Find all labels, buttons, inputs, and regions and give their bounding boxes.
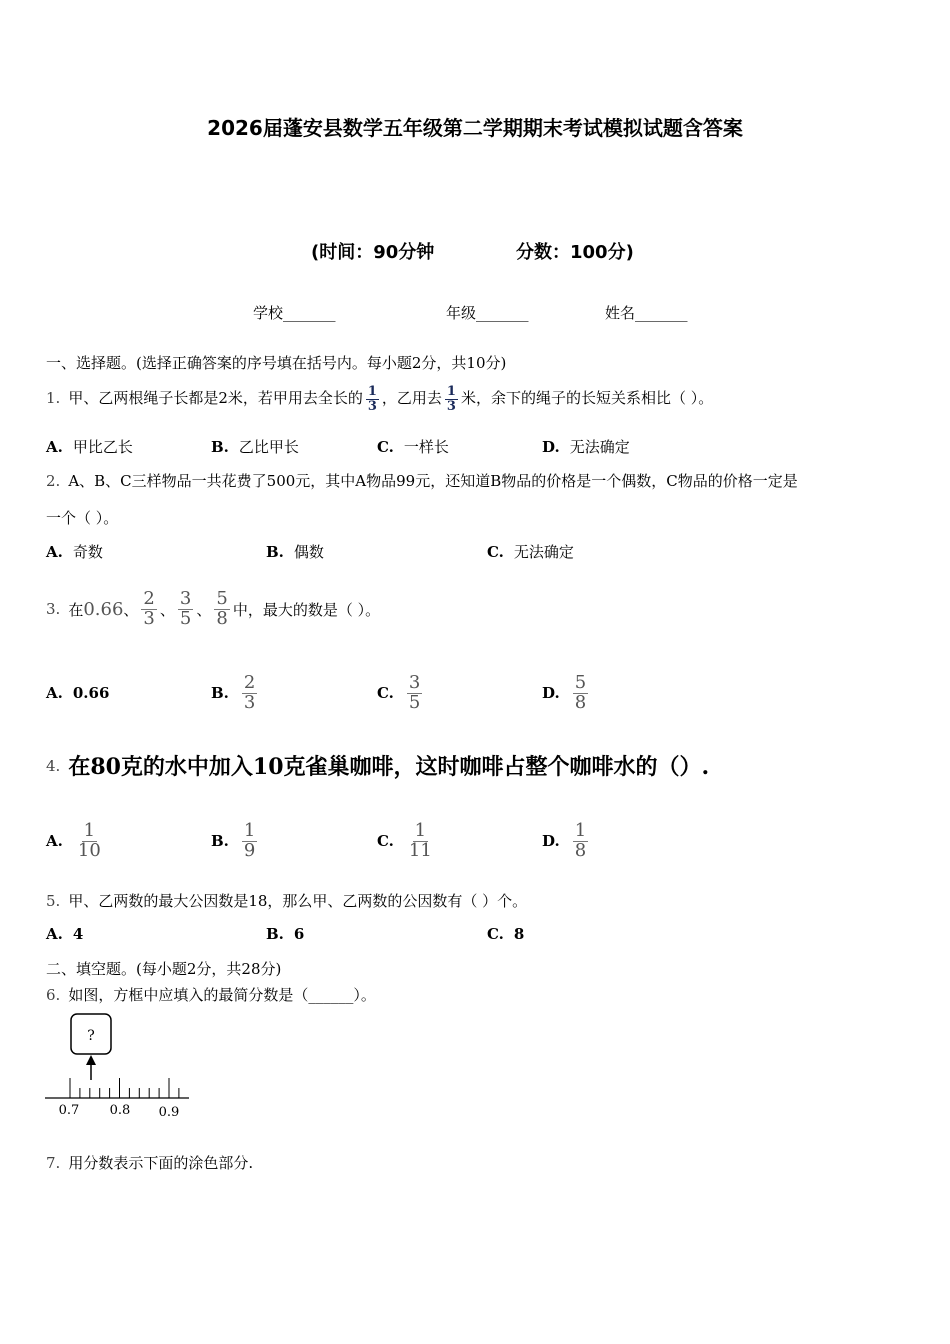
numerator: 2 — [143, 587, 155, 609]
option-text: 乙比甲长 — [238, 438, 299, 456]
option-b — [211, 660, 260, 726]
denominator: 3 — [367, 398, 377, 414]
question-text: 中，最大的数是（ ）。 — [232, 600, 381, 619]
page-title: 2026届蓬安县数学五年级第二学期期末考试模拟试题含答案 — [207, 116, 743, 140]
denominator: 9 — [243, 839, 256, 861]
fraction — [242, 671, 257, 713]
option-letter: B. — [266, 543, 284, 561]
option-letter: D. — [542, 438, 560, 456]
option-letter: A. — [46, 543, 63, 561]
numerator: 1 — [83, 819, 96, 841]
option-letter: D. — [542, 684, 560, 702]
question-5 — [46, 890, 527, 911]
decimal-value: 0.66 — [83, 598, 124, 620]
question-text: 米，余下的绳子的长短关系相比（ ）。 — [460, 389, 714, 407]
school-field: 学校_______ — [253, 304, 336, 322]
numerator: 1 — [243, 819, 256, 841]
option-letter: C. — [487, 925, 504, 943]
option-letter: A. — [46, 684, 63, 702]
separator: 、 — [159, 600, 175, 619]
question-number: 2. — [46, 472, 61, 490]
option-letter: A. — [46, 832, 63, 850]
option-d — [542, 806, 591, 876]
question-number: 1. — [46, 389, 61, 407]
fraction — [407, 819, 434, 861]
separator: 、 — [123, 600, 139, 619]
option-d — [542, 660, 591, 726]
fraction — [366, 385, 379, 413]
denominator: 8 — [574, 839, 587, 861]
question-number: 5. — [46, 892, 61, 910]
fraction — [445, 385, 458, 413]
question-number: 7. — [46, 1154, 61, 1172]
option-b — [266, 925, 314, 943]
option-a — [46, 925, 93, 943]
question-number: 3. — [46, 600, 61, 618]
option-c — [377, 436, 449, 457]
option-text: 甲比乙长 — [72, 438, 133, 456]
fraction — [573, 819, 588, 861]
option-letter: B. — [211, 684, 229, 702]
name-field: 姓名_______ — [605, 304, 688, 322]
section-heading-fill: 二、填空题。(每小题2分，共28分) — [46, 960, 282, 978]
option-letter: C. — [487, 543, 504, 561]
option-b — [211, 436, 299, 457]
numerator: 5 — [574, 671, 587, 693]
question-number: 4. — [46, 756, 61, 775]
option-letter: D. — [542, 832, 560, 850]
option-letter: C. — [377, 684, 394, 702]
option-text: 奇数 — [72, 543, 103, 561]
option-c — [487, 925, 534, 943]
option-letter: A. — [46, 438, 63, 456]
option-text: 无法确定 — [513, 543, 574, 561]
option-letter: C. — [377, 832, 394, 850]
option-letter: C. — [377, 438, 394, 456]
option-text: 4 — [72, 925, 84, 943]
denominator: 3 — [243, 691, 256, 713]
option-letter: B. — [211, 438, 229, 456]
numerator: 1 — [574, 819, 587, 841]
question-text: 甲、乙两根绳子长都是2米，若甲用去全长的 — [68, 389, 363, 407]
question-2 — [46, 470, 798, 491]
time-label: (时间：90分钟 — [311, 242, 435, 263]
question-number: 6. — [46, 986, 61, 1004]
option-a — [46, 806, 106, 876]
option-a — [46, 436, 133, 457]
numerator: 3 — [179, 587, 192, 609]
question-text: 在80克的水中加入10克雀巢咖啡，这时咖啡占整个咖啡水的（）. — [68, 754, 710, 780]
fraction — [573, 671, 588, 713]
question-text: 在 — [68, 600, 84, 619]
denominator: 8 — [574, 691, 587, 713]
question-4 — [46, 750, 709, 781]
option-text: 无法确定 — [569, 438, 630, 456]
denominator: 8 — [216, 607, 228, 629]
denominator: 10 — [77, 839, 101, 861]
question-7 — [46, 1152, 253, 1173]
fraction — [407, 671, 422, 713]
fraction — [242, 819, 257, 861]
numerator: 1 — [414, 819, 427, 841]
denominator: 5 — [179, 607, 192, 629]
denominator: 11 — [408, 839, 432, 861]
option-text: 偶数 — [293, 543, 324, 561]
question-text: ，乙用去 — [381, 389, 442, 407]
number-line-figure — [40, 1010, 200, 1122]
question-6 — [46, 984, 376, 1005]
numerator: 5 — [216, 587, 228, 609]
fraction — [178, 587, 193, 629]
option-letter: B. — [211, 832, 229, 850]
option-letter: A. — [46, 925, 63, 943]
question-1 — [46, 378, 713, 418]
option-d — [542, 436, 630, 457]
question-text: 用分数表示下面的涂色部分. — [68, 1154, 254, 1172]
option-c — [377, 660, 425, 726]
option-text: 6 — [293, 925, 305, 943]
fraction — [76, 819, 103, 861]
option-b — [211, 806, 260, 876]
option-c — [487, 541, 574, 562]
denominator: 3 — [143, 607, 155, 629]
tick-label: 0.7 — [58, 1103, 80, 1118]
option-text: 8 — [513, 925, 525, 943]
numerator: 1 — [367, 383, 377, 399]
option-b — [266, 541, 324, 562]
numerator: 1 — [446, 383, 456, 399]
numerator: 3 — [408, 671, 421, 693]
question-2-continued: 一个（ ）。 — [46, 509, 119, 527]
tick-label: 0.9 — [158, 1105, 180, 1120]
question-text: A、B、C三样物品一共花费了500元，其中A物品99元，还知道B物品的价格是一个偶数，C物品的价格一定是 — [68, 472, 798, 490]
answer-box-label: ? — [87, 1028, 95, 1044]
denominator: 5 — [408, 691, 421, 713]
question-3 — [46, 574, 380, 644]
option-letter: B. — [266, 925, 284, 943]
option-text: 0.66 — [72, 684, 110, 702]
score-label: 分数：100分) — [516, 242, 634, 263]
option-c — [377, 806, 437, 876]
option-a — [46, 541, 103, 562]
option-a — [46, 660, 119, 726]
question-text: 如图，方框中应填入的最简分数是（______）。 — [68, 986, 376, 1004]
numerator: 2 — [243, 671, 256, 693]
separator: 、 — [196, 600, 212, 619]
grade-field: 年级_______ — [446, 304, 529, 322]
section-heading-choice: 一、选择题。(选择正确答案的序号填在括号内。每小题2分，共10分) — [46, 354, 507, 372]
tick-marks — [70, 1078, 179, 1098]
option-text: 一样长 — [403, 438, 449, 456]
arrow-icon — [86, 1055, 96, 1065]
question-text: 甲、乙两数的最大公因数是18，那么甲、乙两数的公因数有（ ）个。 — [68, 892, 528, 910]
fraction — [141, 587, 156, 629]
fraction — [214, 587, 229, 629]
denominator: 3 — [446, 398, 456, 414]
tick-label: 0.8 — [109, 1103, 131, 1118]
